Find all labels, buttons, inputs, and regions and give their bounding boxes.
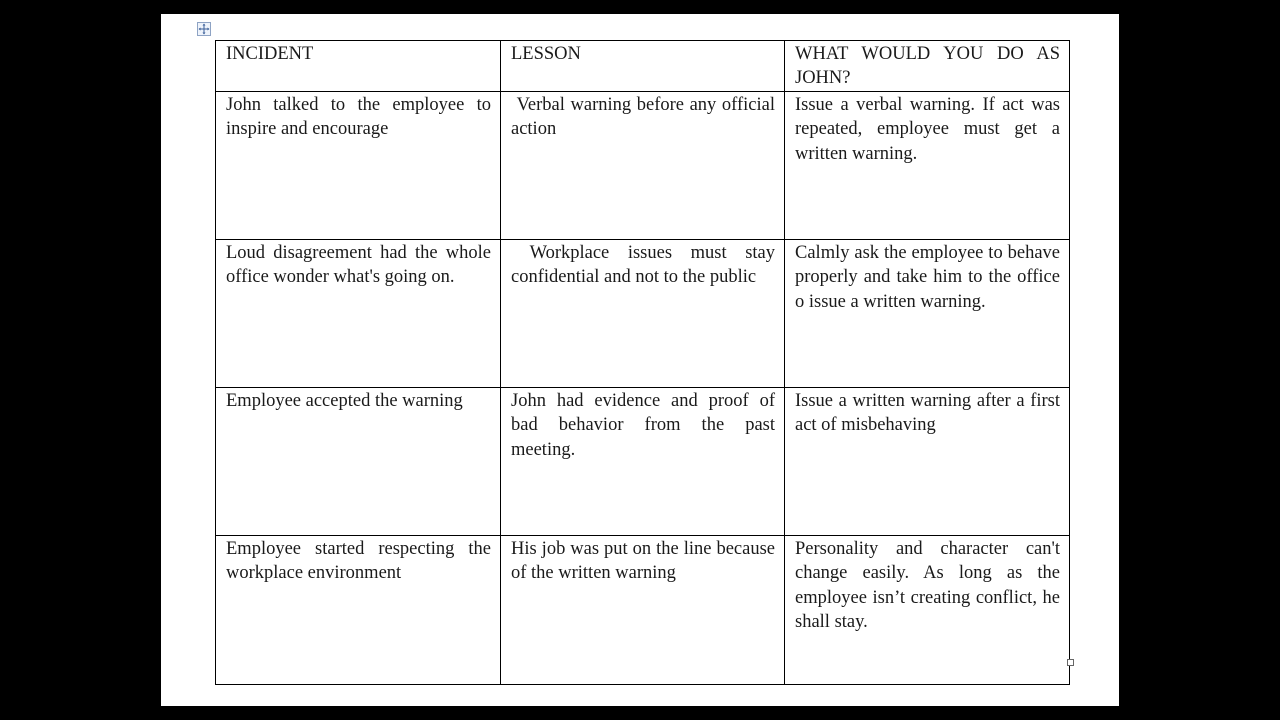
incident-cell[interactable]: Employee started respecting the workplace environment [216,536,501,685]
action-cell[interactable]: Personality and character can't change easily. As long as the employee isn’t creating conflict, he shall stay. [785,536,1070,685]
table-row [216,240,1070,388]
header-lesson[interactable]: LESSON [501,41,785,92]
document-page [161,14,1119,706]
lesson-cell[interactable]: John had evidence and proof of bad behavior from the past meeting. [501,388,785,536]
lesson-cell[interactable]: Workplace issues must stay confidential and not to the public [501,240,785,388]
table-resize-handle[interactable] [1067,659,1074,666]
incident-cell[interactable]: John talked to the employee to inspire and encourage [216,92,501,240]
table-row [216,388,1070,536]
table-row [216,536,1070,685]
table-move-handle-icon[interactable] [197,22,211,36]
incident-cell[interactable]: Loud disagreement had the whole office wonder what's going on. [216,240,501,388]
table-header-row [216,41,1070,92]
header-incident[interactable]: INCIDENT [216,41,501,92]
action-cell[interactable]: Issue a verbal warning. If act was repeated, employee must get a written warning. [785,92,1070,240]
header-what-would-you-do[interactable]: WHAT WOULD YOU DO AS JOHN? [785,41,1070,92]
action-cell[interactable]: Issue a written warning after a first act of misbehaving [785,388,1070,536]
incident-table[interactable] [215,40,1070,685]
action-cell[interactable]: Calmly ask the employee to behave properly and take him to the office o issue a written warning. [785,240,1070,388]
lesson-cell[interactable]: His job was put on the line because of the written warning [501,536,785,685]
incident-cell[interactable]: Employee accepted the warning [216,388,501,536]
lesson-cell[interactable]: Verbal warning before any official action [501,92,785,240]
table-row [216,92,1070,240]
